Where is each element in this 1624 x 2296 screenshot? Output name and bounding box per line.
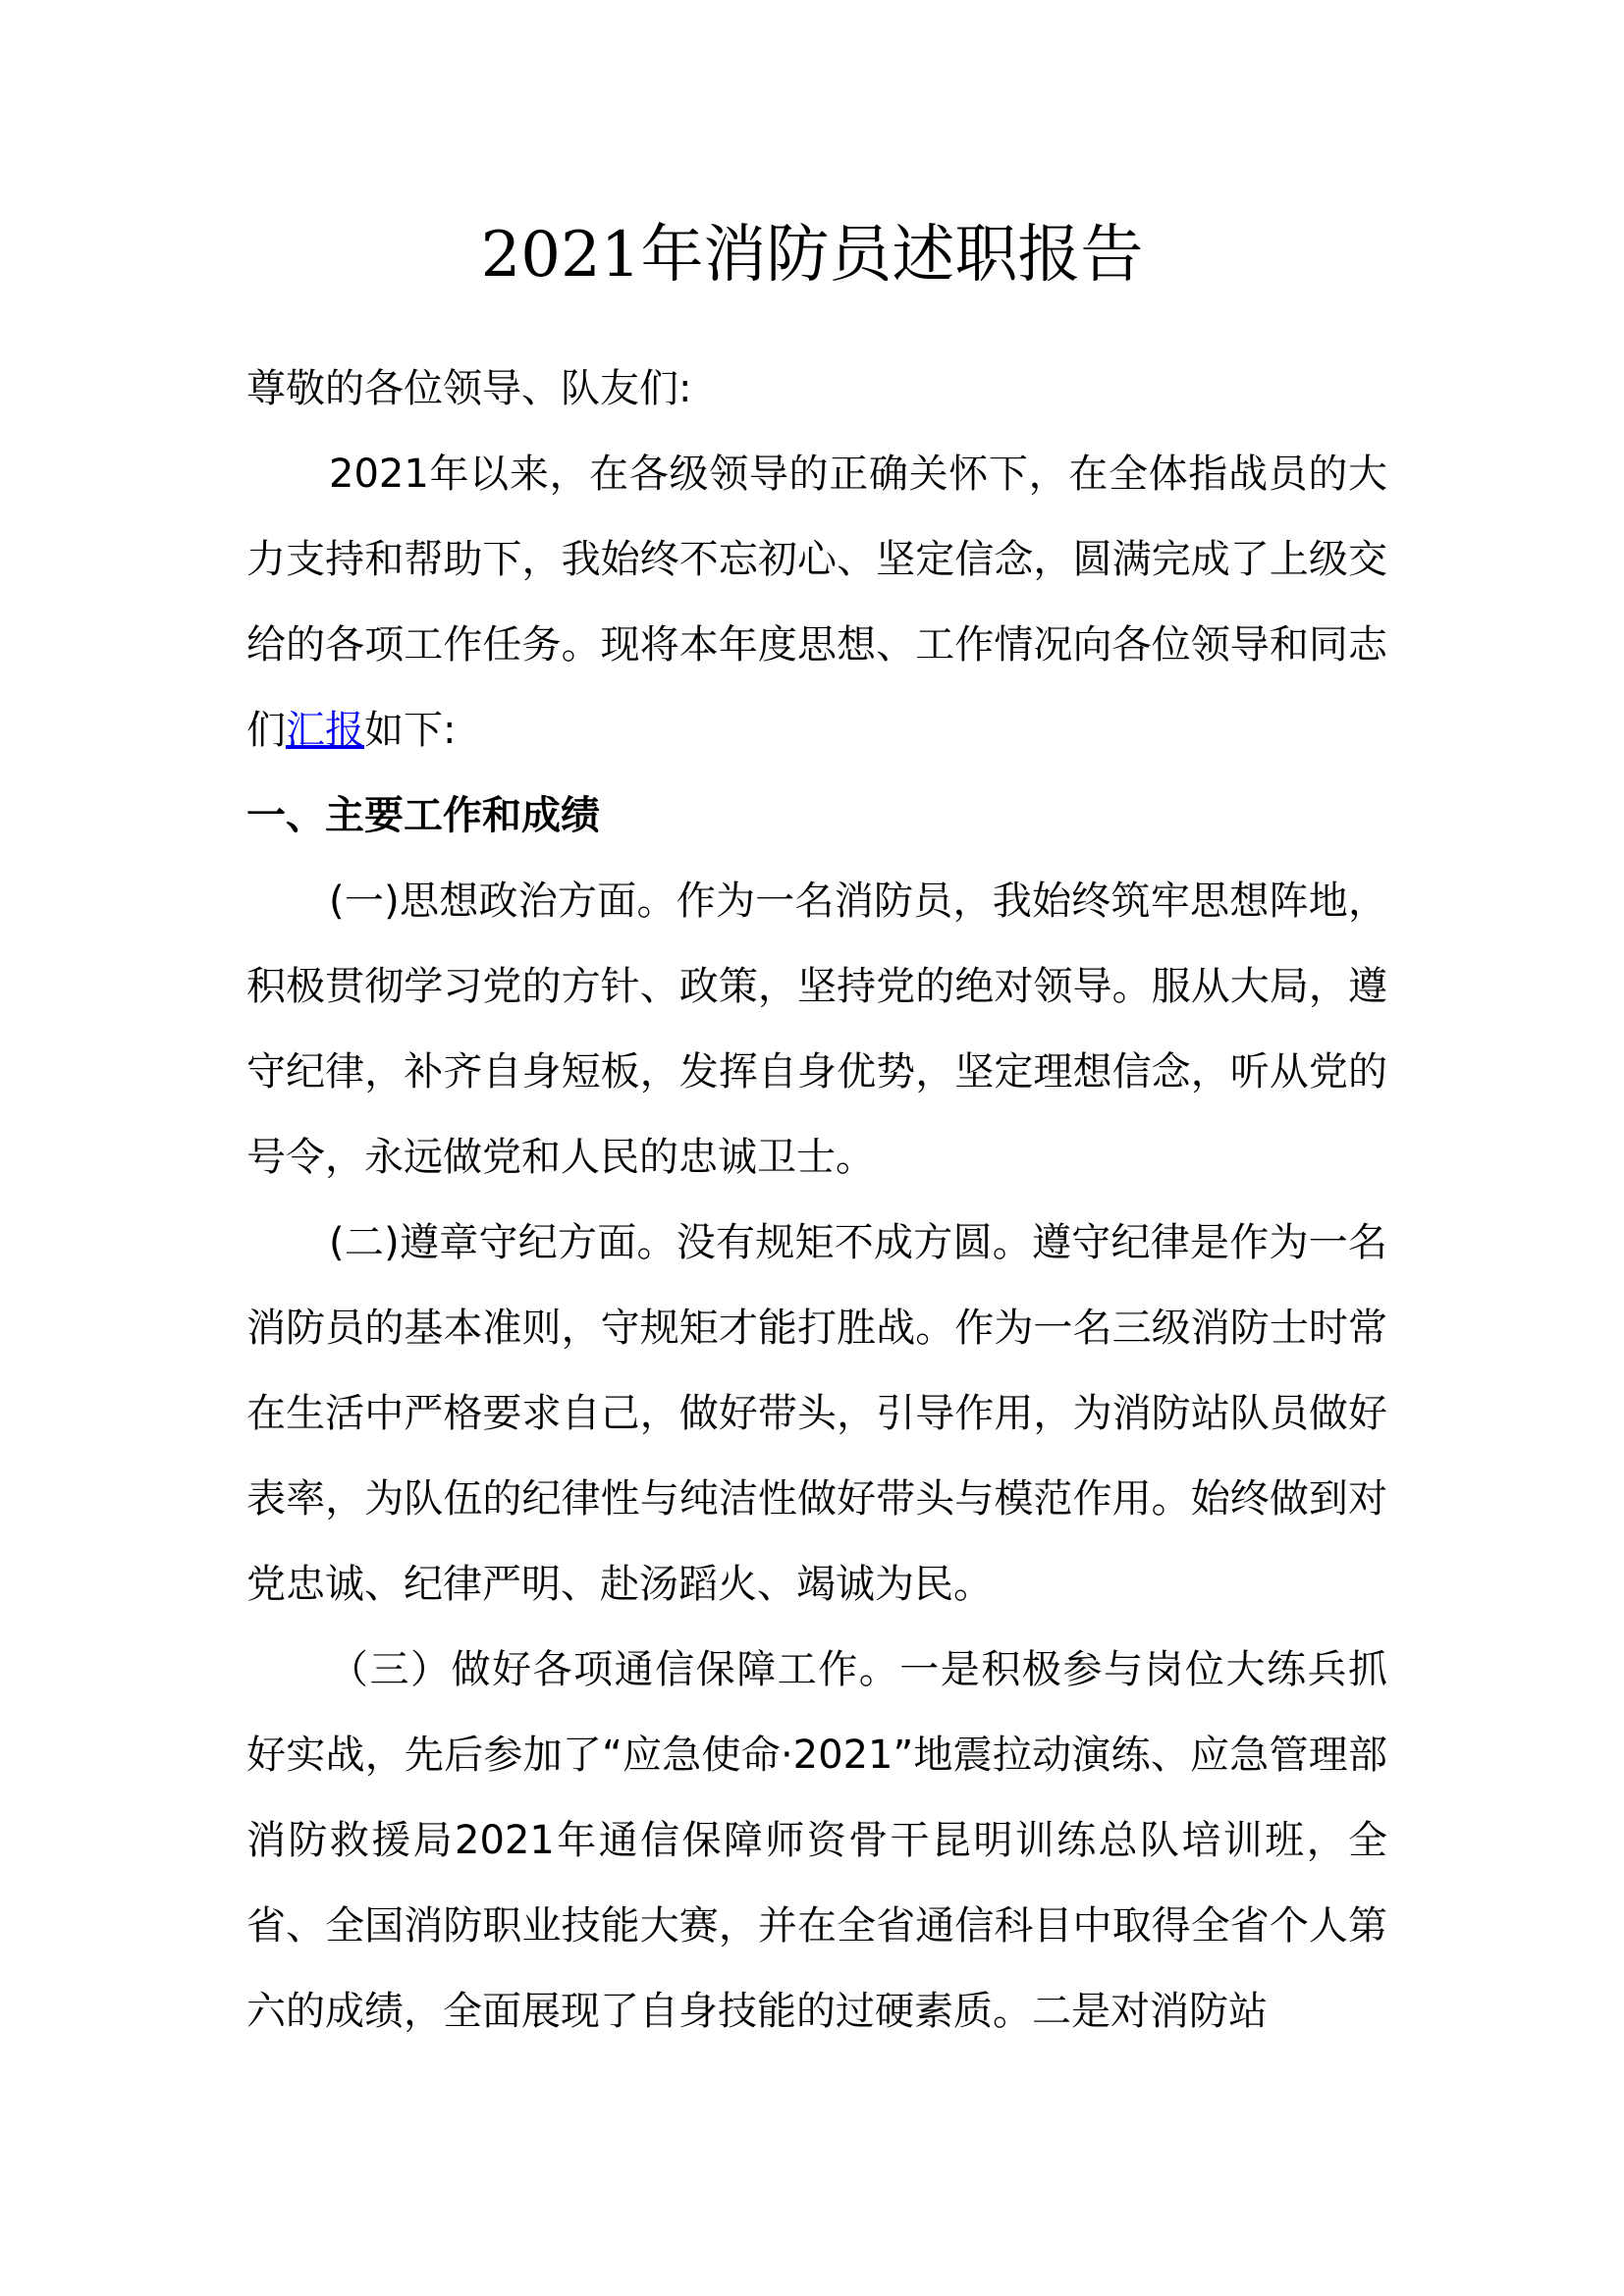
report-link[interactable]: 汇报 bbox=[286, 708, 364, 753]
salutation: 尊敬的各位领导、队友们: bbox=[246, 366, 692, 411]
paragraph-communications: （三）做好各项通信保障工作。一是积极参与岗位大练兵抓好实战，先后参加了“应急使命·2021”地震拉动演练、应急管理部消防救援局2021年通信保障师资骨干昆明训练总队培训班，全省、全国消防职业技能大赛，并在全省通信科目中取得全省个人第六的成绩，全面展现了自身技能的过硬素质。二是对消防站 bbox=[246, 1647, 1387, 2034]
document-body bbox=[246, 347, 1387, 2055]
intro-paragraph bbox=[246, 432, 1387, 774]
paragraph-political: (一)思想政治方面。作为一名消防员，我始终筑牢思想阵地，积极贯彻学习党的方针、政策，坚持党的绝对领导。服从大局，遵守纪律，补齐自身短板，发挥自身优势，坚定理想信念，听从党的号令，永远做党和人民的忠诚卫士。 bbox=[246, 879, 1387, 1180]
intro-text-before-link: 2021年以来，在各级领导的正确关怀下，在全体指战员的大力支持和帮助下，我始终不忘初心、坚定信念，圆满完成了上级交给的各项工作任务。现将本年度思想、工作情况向各位领导和同志们 bbox=[246, 452, 1387, 753]
document-title: 2021年消防员述职报告 bbox=[480, 219, 1144, 292]
paragraph-discipline: (二)遵章守纪方面。没有规矩不成方圆。遵守纪律是作为一名消防员的基本准则，守规矩才能打胜战。作为一名三级消防士时常在生活中严格要求自己，做好带头，引导作用，为消防站队员做好表率，为队伍的纪律性与纯洁性做好带头与模范作用。始终做到对党忠诚、纪律严明、赴汤蹈火、竭诚为民。 bbox=[246, 1220, 1387, 1607]
section-heading: 一、主要工作和成绩 bbox=[246, 793, 600, 838]
intro-text-after-link: 如下: bbox=[364, 708, 457, 753]
